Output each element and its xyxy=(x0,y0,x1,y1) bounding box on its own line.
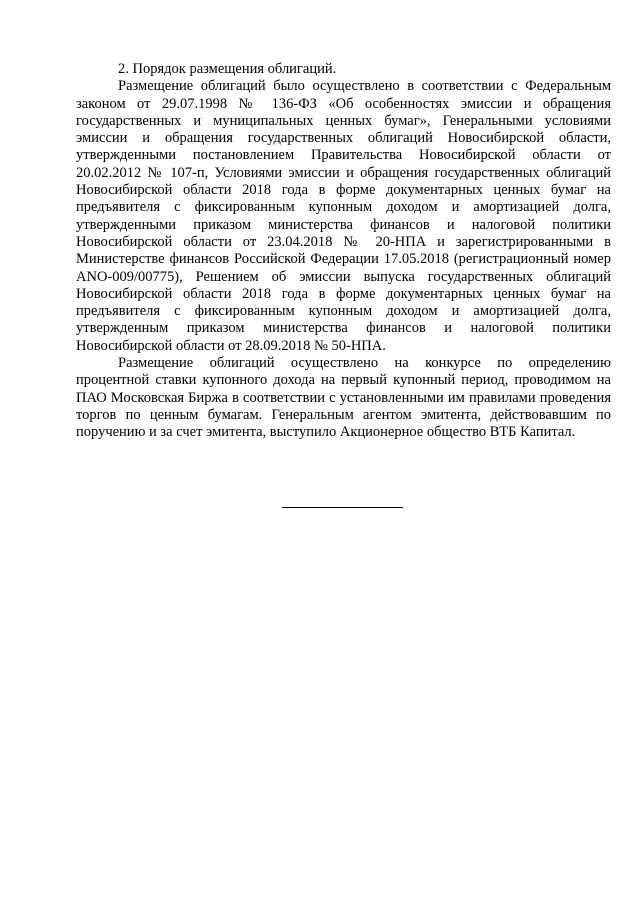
end-divider-line xyxy=(282,507,403,508)
paragraph-placement-basis: Размещение облигаций было осуществлено в соответствии с Федеральным законом от 29.07.1998 № 136-ФЗ «Об особенностях эмиссии и обращения государственных и муниципальных ценных бумаг», Генеральными условиями эмиссии и обращения государственных облигаций Новосибирской области, утвержденными постановлением Правительства Новосибирской области от 20.02.2012 № 107-п, Условиями эмиссии и обращения государственных облигаций Новосибирской области 2018 года в форме документарных ценных бумаг на предъявителя с фиксированным купонным доходом и амортизацией долга, утвержденными приказом министерства финансов и налоговой политики Новосибирской области от 23.04.2018 № 20-НПА и зарегистрированными в Министерстве финансов Российской Федерации 17.05.2018 (регистрационный номер ANO-009/00775), Решением об эмиссии выпуска государственных облигаций Новосибирской области 2018 года в форме документарных ценных бумаг на предъявителя с фиксированным купонным доходом и амортизацией долга, утвержденным приказом министерства финансов и налоговой политики Новосибирской области от 28.09.2018 № 50-НПА. xyxy=(76,78,611,354)
document-body xyxy=(76,61,611,442)
paragraph-placement-auction: Размещение облигаций осуществлено на конкурсе по определению процентной ставки купонного дохода на первый купонный период, проводимом на ПАО Московская Биржа в соответствии с установленными им правилами проведения торгов по ценным бумагам. Генеральным агентом эмитента, действовавшим по поручению и за счет эмитента, выступило Акционерное общество ВТБ Капитал. xyxy=(76,355,611,441)
section-heading: 2. Порядок размещения облигаций. xyxy=(118,61,337,77)
